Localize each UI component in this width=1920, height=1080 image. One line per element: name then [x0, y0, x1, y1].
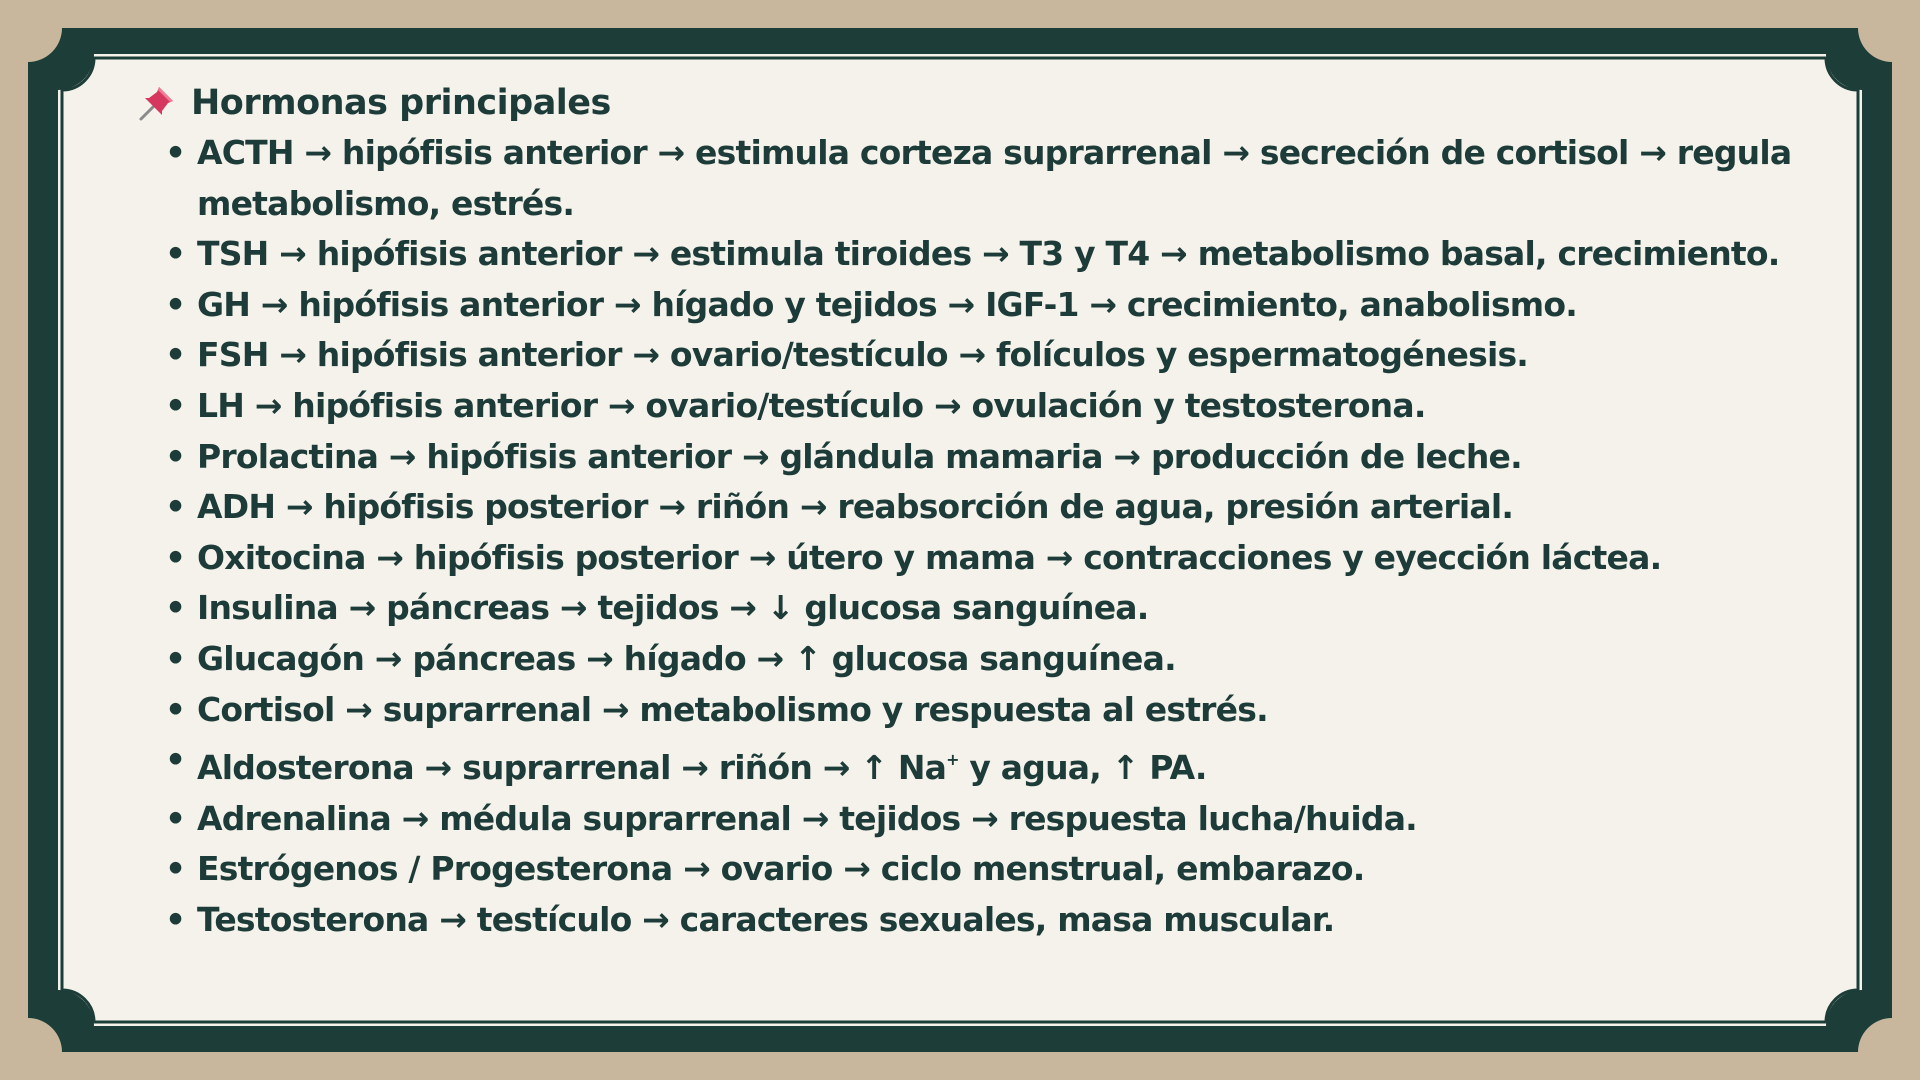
- list-item-insulina: • Insulina → páncreas → tejidos → ↓ glucosa sanguínea.: [163, 583, 1825, 634]
- list-item-cortisol: • Cortisol → suprarrenal → metabolismo y respuesta al estrés.: [163, 685, 1825, 736]
- list-item-aldosterona: [163, 735, 1825, 794]
- section-heading: [135, 78, 1825, 128]
- list-item-fsh: • FSH → hipófisis anterior → ovario/testículo → folículos y espermatogénesis.: [163, 330, 1825, 381]
- list-item-adrenalina: • Adrenalina → médula suprarrenal → tejidos → respuesta lucha/huida.: [163, 794, 1825, 845]
- list-item-adh: • ADH → hipófisis posterior → riñón → reabsorción de agua, presión arterial.: [163, 482, 1825, 533]
- list-item-testosterona: • Testosterona → testículo → caracteres sexuales, masa muscular.: [163, 895, 1825, 946]
- list-item-prolactina: • Prolactina → hipófisis anterior → glándula mamaria → producción de leche.: [163, 432, 1825, 483]
- list-item-acth: • ACTH → hipófisis anterior → estimula corteza suprarrenal → secreción de cortisol → regula metabolismo, estrés.: [163, 128, 1825, 229]
- list-item-gh: • GH → hipófisis anterior → hígado y tejidos → IGF-1 → crecimiento, anabolismo.: [163, 280, 1825, 331]
- heading-title: Hormonas principales: [191, 83, 611, 123]
- aldosterona-text-before: Aldosterona → suprarrenal → riñón → ↑ Na: [197, 748, 947, 788]
- hormone-list: [135, 128, 1825, 946]
- list-item-tsh: • TSH → hipófisis anterior → estimula tiroides → T3 y T4 → metabolismo basal, crecimiento.: [163, 229, 1825, 280]
- sodium-superscript: +: [946, 750, 959, 770]
- list-item-glucagon: • Glucagón → páncreas → hígado → ↑ glucosa sanguínea.: [163, 634, 1825, 685]
- aldosterona-text-after: y agua, ↑ PA.: [958, 748, 1207, 788]
- content-area: [135, 78, 1825, 958]
- list-item-oxitocina: • Oxitocina → hipófisis posterior → útero y mama → contracciones y eyección láctea.: [163, 533, 1825, 584]
- pushpin-icon: [135, 81, 179, 125]
- list-item-estrogenos: • Estrógenos / Progesterona → ovario → ciclo menstrual, embarazo.: [163, 844, 1825, 895]
- list-item-lh: • LH → hipófisis anterior → ovario/testículo → ovulación y testosterona.: [163, 381, 1825, 432]
